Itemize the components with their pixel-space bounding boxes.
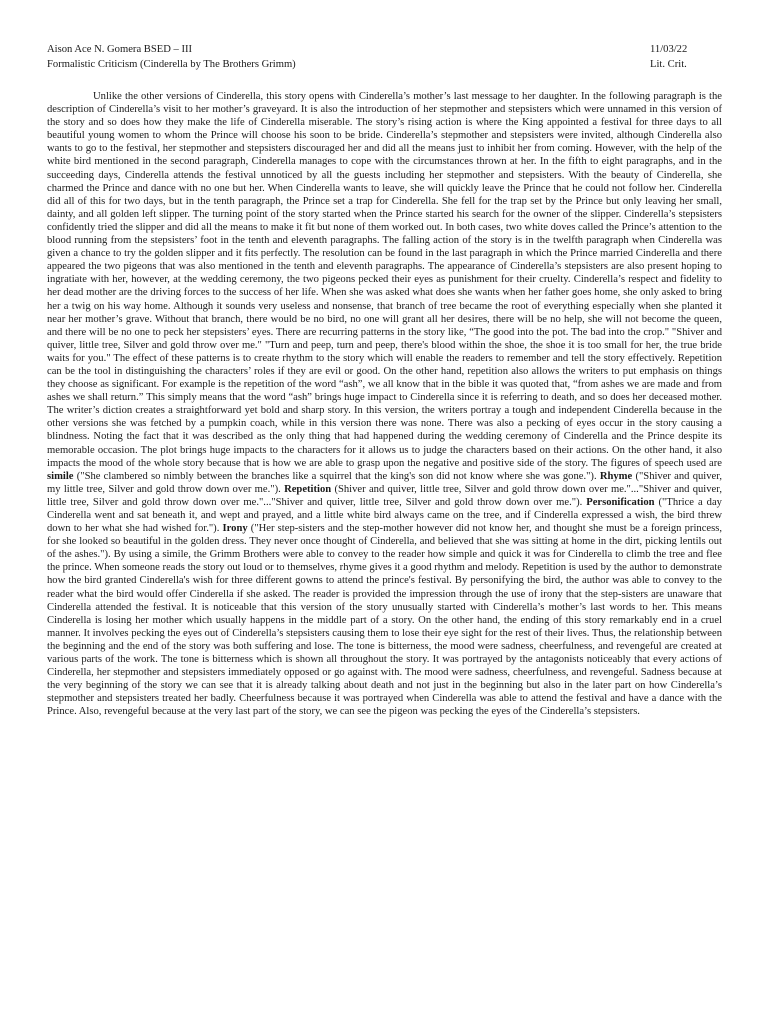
- label-simile: simile: [47, 470, 74, 482]
- document-date: 11/03/22: [650, 44, 688, 55]
- label-personification: Personification: [586, 496, 655, 508]
- document-header: [47, 42, 722, 72]
- essay-text-4: (Shiver and quiver, little tree, Silver and gold throw down over me."..."Shiver and quiver, little tree, Silver and gold throw down over me."..."Shiver and quiver, little tree, Silver and gold throw down over me.").: [47, 483, 722, 508]
- essay-text-5: ("Thrice a day Cinderella went and sat beneath it, and wept and prayed, and a little white bird always came on the tree, and if Cinderella expressed a wish, the bird threw down to her what she had wished for.").: [47, 496, 722, 535]
- course-name: Lit. Crit.: [650, 59, 687, 70]
- essay-text-2: ("She clambered so nimbly between the branches like a squirrel that the king's son did not know where she was gone.").: [73, 470, 600, 482]
- essay-text-3: ("Shiver and quiver, my little tree, Silver and gold throw down over me.").: [47, 470, 722, 495]
- author-name: Aison Ace N. Gomera BSED – III: [47, 44, 193, 55]
- essay-text-1: Unlike the other versions of Cinderella, this story opens with Cinderella’s mother’s last message to her daughter. In the following paragraph is the description of Cinderella’s visit to her mother’s graveyard. It is also the introduction of her stepmother and stepsisters which were unnamed in this version of the story and so does how they make the life of Cinderella miserable. The story’s rising action is where the King appointed a festival for three days to all beautiful young women to whom the Prince will choose his soon to be bride. Cinderella’s stepmother and stepsisters were invited, although Cinderella also wants to go to the festival, her stepmother and stepsisters discouraged her and did all the means just to inhibit her from coming. However, with the help of the white bird mentioned in the second paragraph, Cinderella manages to cope with the circumstances thrown at her. In the fifth to eight paragraphs, and in the succeeding days, Cinderella attends the festival unnoticed by all the guests including her stepmother and stepsisters. With the beauty of Cinderella, she charmed the Prince and dance with no one but her. When Cinderella wants to leave, she will quickly leave the Prince that he could not follow her. Cinderella did all of this for two days, but in the tenth paragraph, the Prince set a trap for Cinderella. She fell for the trap set by the Prince but only leaving her small, dainty, and all golden left slipper. The turning point of the story started when the Prince started his search for the owner of the slipper. Cinderella’s stepsisters confidently tried the slipper and did all the means to make it fit but none of them worked out. In both cases, two white doves called the Prince’s attention to the blood running from the stepsisters’ foot in the tenth and eleventh paragraphs. The falling action of the story is in the twelfth paragraph when Cinderella was given a chance to try the golden slipper and it fits perfectly. The resolution can be found in the last paragraph in which the Prince married Cinderella and there appeared the two pigeons that was also mentioned in the tenth and eleventh paragraphs. The appearance of Cinderella’s stepsisters are also present hoping to ingratiate with her, however, at the wedding ceremony, the two pigeons pecked their eyes as punishment for their cruelty. Cinderella’s respect and fidelity to her dead mother are the driving forces to the success of her life. When she was asked what does she wants when her father goes home, she only asked to bring her a twig on his way home. Although it sounds very useless and nonsense, that branch of tree became the root of everything especially when she planted it near her mother’s grave. Without that branch, there would be no bird, no one will grant all her desires, there will be no help, she will not become the queen, and there will be no one to peck her stepsisters’ eyes. There are recurring patterns in the story like, “The good into the pot. The bad into the crop." "Shiver and quiver, little tree, Silver and gold throw over me." "Turn and peep, turn and peep, there's blood within the shoe, the shoe it is too small for her, the true bride waits for you." The effect of these patterns is to create rhythm to the story which will enable the readers to remember and tell the story effectively. Repetition can be the tool in distinguishing the characters’ roles if they are evil or good. On the other hand, repetition also allows the writers to put emphasis on things they choose as significant. For example is the repetition of the word “ash”, we all know that in the bible it was quoted that, “from ashes we are made and from ashes we shall return.” This simply means that the word “ash” brings huge impact to Cinderella since it is referring to death, and so does her deceased mother. The writer’s diction creates a straightforward yet bold and sharp story. In this version, the writers portray a tough and independent Cinderella because in the other versions she was fetched by a pumpkin coach, while in this version there was none. There was also a pecking of eyes occur in the story causing a blindness. Noting the fact that it was described as the only thing that had happened during the wedding ceremony of Cinderella and the Prince despite its memorable occasion. The plot brings huge impacts to the characters for it allows us to judge the characters based on their actions. On the other hand, it also impacts the mood of the whole story because that is how we are able to grasp upon the negative and positive side of the story. The figures of speech used are: [47, 91, 722, 469]
- header-row-1: [47, 42, 722, 57]
- essay-paragraph: [47, 90, 722, 719]
- label-irony: Irony: [222, 523, 248, 535]
- label-repetition: Repetition: [284, 483, 332, 495]
- header-row-2: [47, 57, 722, 72]
- label-rhyme: Rhyme: [599, 470, 633, 482]
- essay-text-6: ("Her step-sisters and the step-mother however did not know her, and thought she must be a foreign princess, for she looked so beautiful in the golden dress. They never once thought of Cinderella, and believed that she was sitting at home in the dirt, picking lentils out of the ashes."). By using a simile, the Grimm Brothers were able to convey to the reader how simple and quick it was for Cinderella to climb the tree and flee the prince. When someone reads the story out loud or to themselves, rhyme gives it a good rhythm and melody. Repetition is used by the author to demonstrate how the bird granted Cinderella's wish for three different gowns to attend the prince's festival. By personifying the bird, the author was able to convey to the reader what the bird would offer Cinderella if she asked. The reader is provided the impression through the use of irony that the step-sisters are unaware that Cinderella attended the festival. It is noticeable that this version of the story unusually started with Cinderella’s mother’s last words to her. This means Cinderella is losing her mother which usually happens in the middle part of a story. On the other hand, the ending of this story remarkably end in a cruel manner. It involves pecking the eyes out of Cinderella’s stepsisters causing them to lose their eye sight for the rest of their lives. Thus, the relationship between the beginning and the end of the story was both suffering and lose. The tone is bitterness, the mood were sadness, cheerfulness, and revengeful are created at various parts of the work. The tone is bitterness which is shown all throughout the story. It was portrayed by the antagonists noticeably that every actions of Cinderella, her stepmother and stepsisters immediately opposed or go against with. The mood were sadness, cheerfulness, and revengeful. Sadness because at the very beginning of the story we can see that it is already talking about death and not just in the beginning but also in the later part on how Cinderella’s stepmother and stepsisters treated her badly. Cheerfulness because it was portrayed when Cinderella was able to attend the festival and have a dance with the Prince. Also, revengeful because at the very last part of the story, we can see the pigeon was pecking the eyes of the Cinderella’s stepsisters.: [47, 523, 722, 718]
- document-title: Formalistic Criticism (Cinderella by The Brothers Grimm): [47, 59, 296, 70]
